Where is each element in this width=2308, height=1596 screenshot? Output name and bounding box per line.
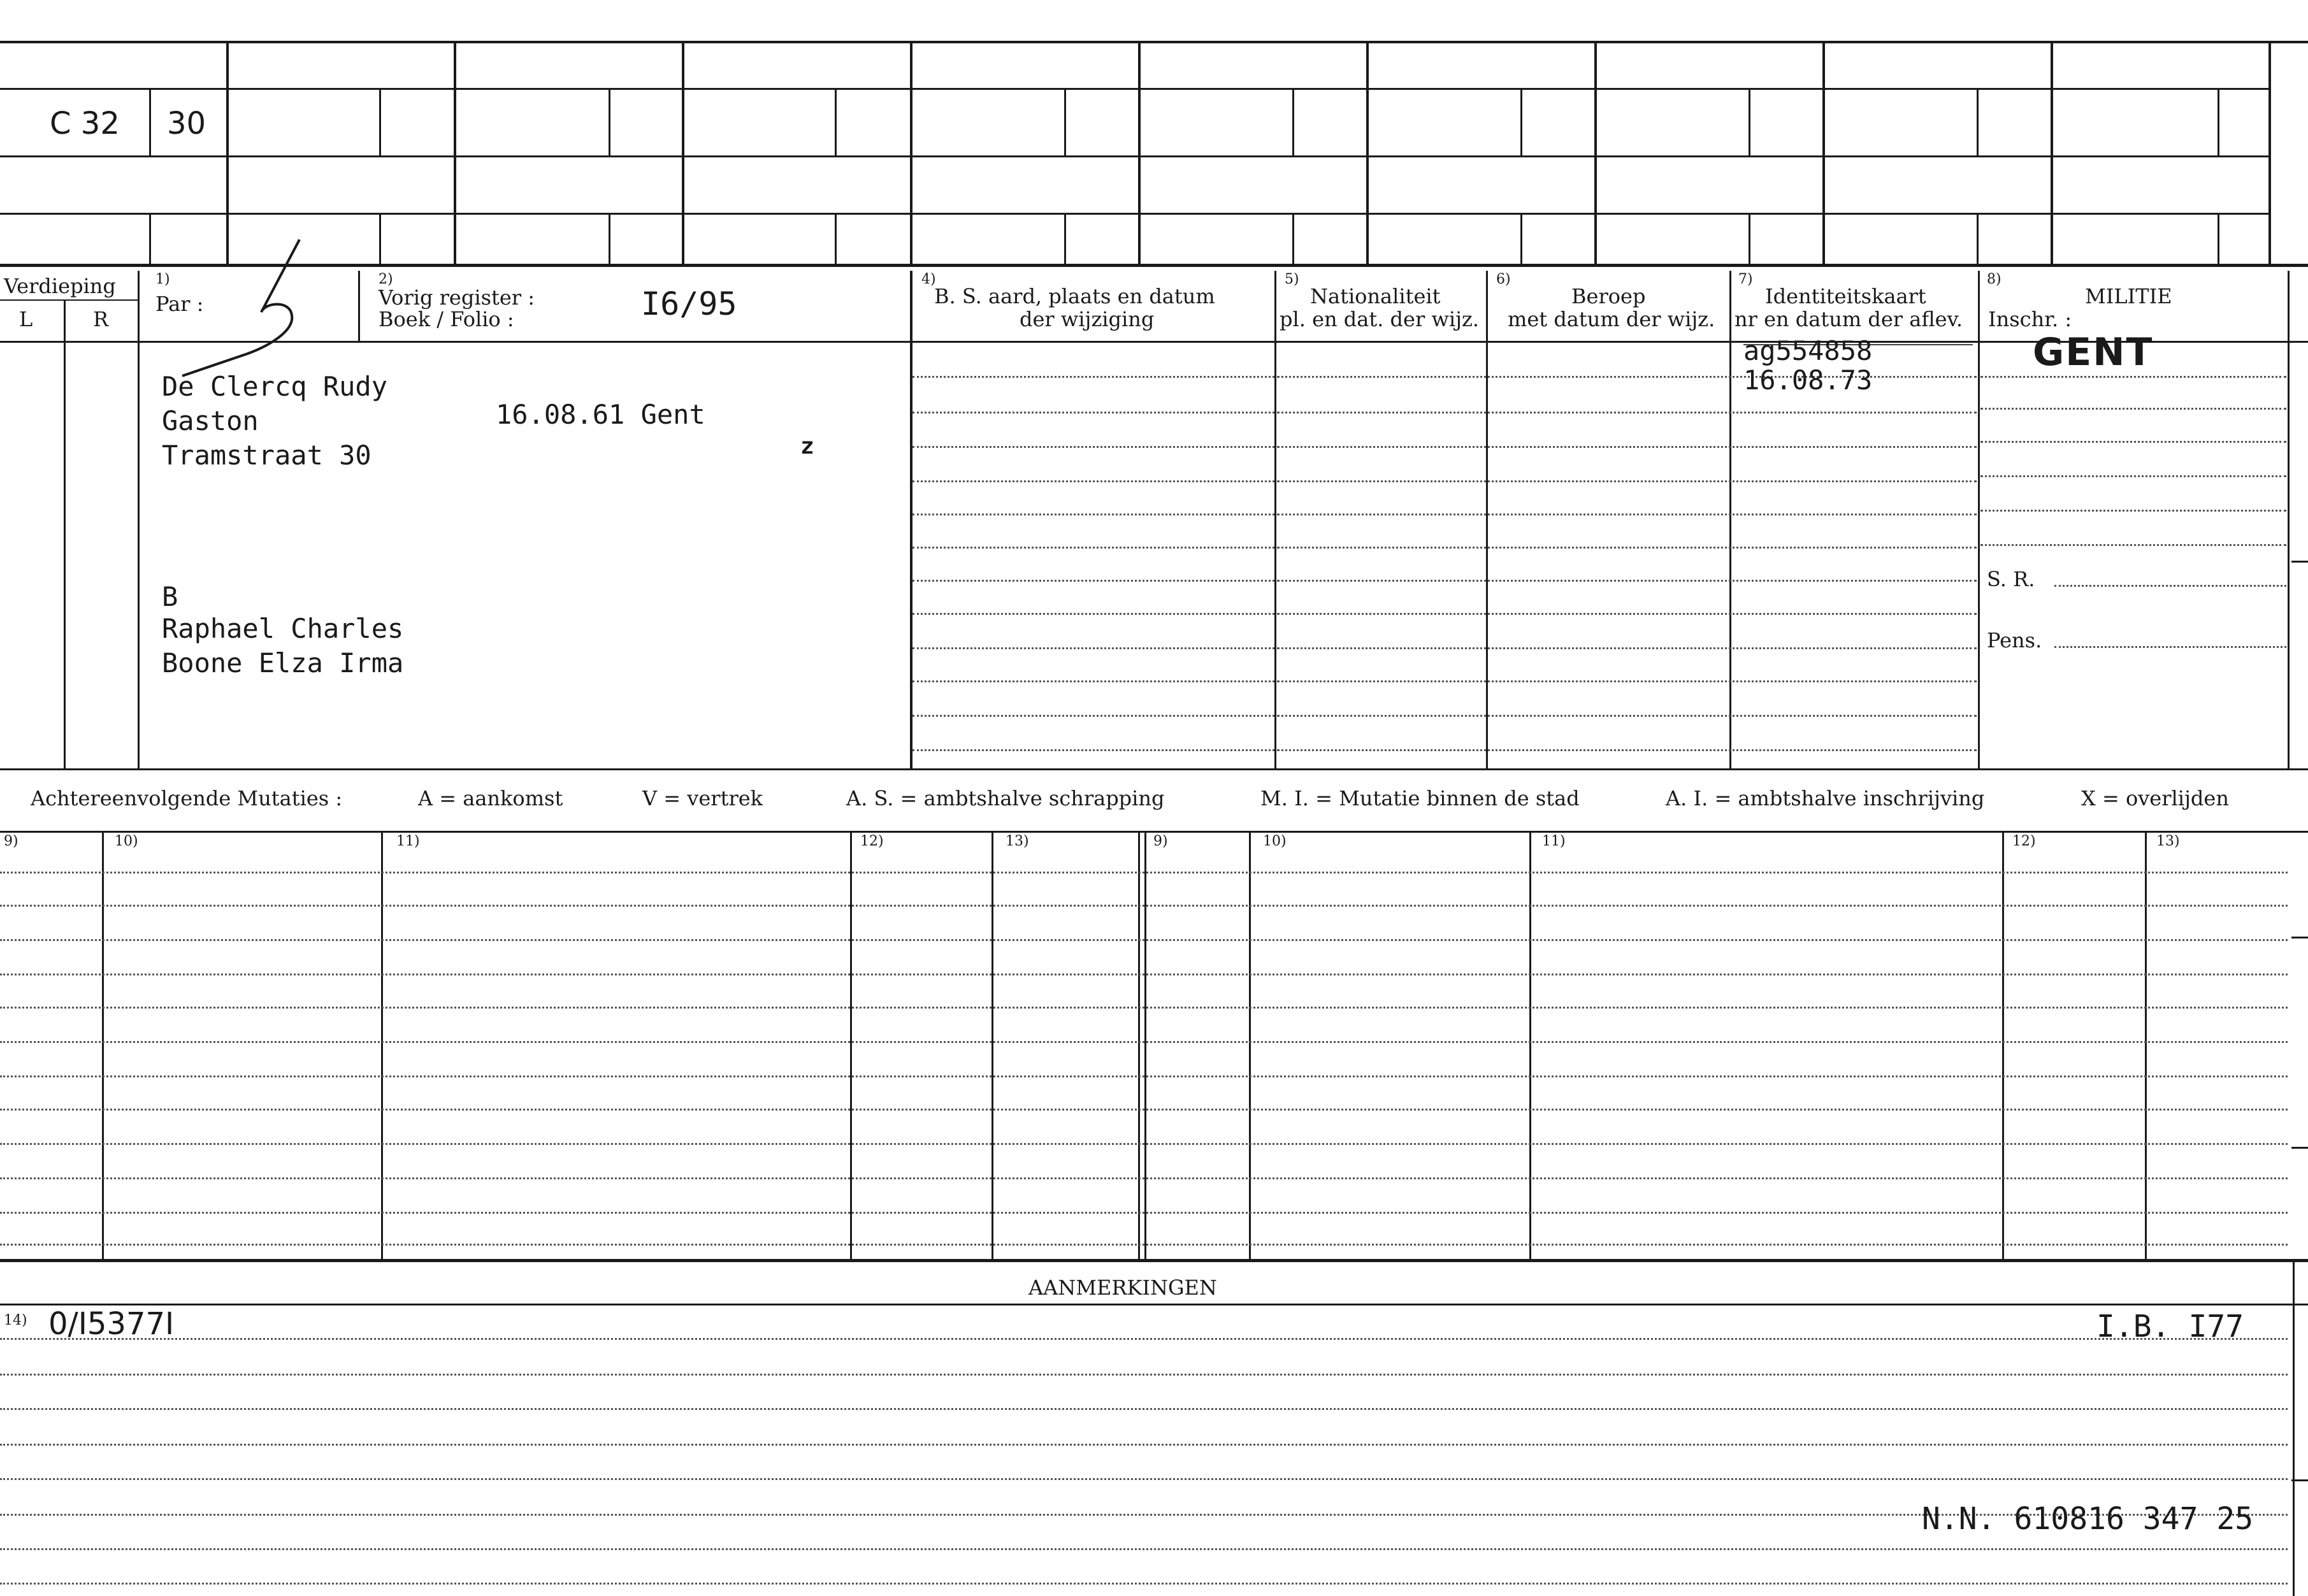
b-marker: B [162, 581, 178, 612]
rule [1822, 41, 1825, 265]
rule [835, 213, 837, 265]
rule [1138, 831, 1140, 1259]
rule [2218, 213, 2219, 265]
rule [381, 831, 383, 1259]
col-label-11: 11) [396, 833, 420, 849]
militie-label: MILITIE [2085, 284, 2172, 308]
rule [1486, 271, 1488, 768]
field-8-number: 8) [1987, 271, 2001, 287]
rule [0, 213, 2268, 215]
field-7-number: 7) [1738, 271, 1753, 287]
boek-folio-value: I6/95 [641, 285, 737, 322]
rule [454, 41, 456, 265]
rule [1064, 213, 1066, 265]
rule [2218, 88, 2219, 155]
nationaliteit-label: Nationaliteit [1310, 284, 1441, 308]
rule [2051, 41, 2053, 265]
beroep-label: Beroep [1571, 284, 1646, 308]
legend-ambtshalve-schrapping: A. S. = ambtshalve schrapping [846, 786, 1165, 810]
birth-date-place: 16.08.61 Gent [496, 399, 705, 430]
col-label-10b: 10) [1263, 833, 1287, 849]
col-label-11b: 11) [1542, 833, 1566, 849]
rule [992, 831, 993, 1259]
rule [1977, 88, 1979, 155]
sr-label: S. R. [1987, 567, 2035, 591]
rule [1520, 213, 1522, 265]
rule [149, 213, 151, 265]
rule [1292, 88, 1294, 155]
aanmerkingen-title: AANMERKINGEN [1028, 1276, 1217, 1300]
rule [1594, 41, 1597, 265]
ib-reference: I.B. I77 [2096, 1309, 2244, 1344]
father-name: Raphael Charles [162, 613, 404, 644]
nationaliteit-label-2: pl. en dat. der wijz. [1280, 307, 1480, 331]
rule [1064, 88, 1066, 155]
field-1-number: 1) [155, 271, 170, 287]
rule [850, 831, 852, 1259]
rule [0, 768, 2308, 770]
rule [379, 88, 381, 155]
rule [226, 41, 229, 265]
rule [1249, 831, 1251, 1259]
legend-overlijden: X = overlijden [2081, 786, 2229, 810]
mutaties-title: Achtereenvolgende Mutaties : [31, 786, 343, 810]
field-14-number: 14) [4, 1312, 27, 1328]
rule [138, 271, 140, 768]
pen-stroke-icon [178, 236, 344, 389]
rule [0, 341, 2308, 343]
rule [0, 1304, 2308, 1305]
rule [102, 831, 104, 1259]
person-address: Tramstraat 30 [162, 440, 371, 471]
rule [64, 299, 66, 768]
rule [149, 88, 151, 155]
rule [1366, 41, 1369, 265]
identiteitskaart-label-2: nr en datum der aflev. [1735, 307, 1963, 331]
gender-mark: z [800, 433, 814, 459]
rule [2291, 561, 2308, 563]
rule [1749, 88, 1750, 155]
bs-label-2: der wijziging [1020, 307, 1155, 331]
rule [609, 213, 610, 265]
rule [0, 264, 2308, 267]
rule [1292, 213, 1294, 265]
col-label-13: 13) [1006, 833, 1029, 849]
rule [1978, 271, 1980, 768]
rule [609, 88, 610, 155]
id-card-number: ag554858 [1743, 335, 1873, 366]
rule [2293, 1262, 2295, 1596]
col-l-label: L [19, 307, 33, 331]
rule [1729, 271, 1731, 768]
col-label-13b: 13) [2156, 833, 2180, 849]
rule [0, 41, 2308, 43]
col-label-9b: 9) [1153, 833, 1168, 849]
rule [1274, 271, 1276, 768]
col-r-label: R [93, 307, 109, 331]
rule [2291, 937, 2308, 938]
col-label-12: 12) [860, 833, 884, 849]
mother-name: Boone Elza Irma [162, 647, 404, 679]
rule [835, 88, 837, 155]
legend-ambtshalve-inschrijving: A. I. = ambtshalve inschrijving [1666, 786, 1985, 810]
building-code: C 32 [50, 106, 120, 141]
boek-folio-label: Boek / Folio : [379, 307, 514, 331]
rule [0, 299, 138, 301]
field-6-number: 6) [1496, 271, 1511, 287]
par-label: Par : [155, 292, 204, 316]
rule [0, 155, 2268, 157]
legend-aankomst: A = aankomst [418, 786, 563, 810]
militie-stamp: GENT [2033, 330, 2154, 375]
rule [2288, 271, 2290, 768]
rule [1144, 831, 1146, 1259]
verdieping-label: Verdieping [4, 274, 116, 298]
rule [682, 41, 684, 265]
rule [0, 1259, 2308, 1262]
rule [2291, 1147, 2308, 1149]
bs-label: B. S. aard, plaats en datum [934, 284, 1215, 308]
rule [1138, 41, 1141, 265]
person-given-name: Gaston [162, 405, 259, 436]
beroep-label-2: met datum der wijz. [1508, 307, 1715, 331]
rule [1520, 88, 1522, 155]
rule [2002, 831, 2004, 1259]
pens-label: Pens. [1987, 628, 2042, 652]
national-number: N.N. 610816 347 25 [1922, 1501, 2254, 1537]
rule [1749, 213, 1750, 265]
inschr-label: Inschr. : [1988, 307, 2072, 331]
rule [379, 213, 381, 265]
vorig-register-label: Vorig register : [379, 285, 535, 310]
col-label-12b: 12) [2012, 833, 2036, 849]
legend-vertrek: V = vertrek [642, 786, 763, 810]
building-number: 30 [167, 106, 206, 141]
rule [0, 831, 2308, 833]
rule [2268, 41, 2271, 265]
aanmerkingen-reference: 0/I5377I [48, 1306, 175, 1342]
rule [2145, 831, 2147, 1259]
rule [0, 88, 2268, 90]
col-label-10: 10) [115, 833, 138, 849]
field-4-number: 4) [921, 271, 936, 287]
field-2-number: 2) [379, 271, 393, 287]
id-card-date: 16.08.73 [1743, 364, 1873, 396]
legend-mutatie-stad: M. I. = Mutatie binnen de stad [1260, 786, 1580, 810]
rule [1977, 213, 1979, 265]
rule [1529, 831, 1531, 1259]
rule [910, 271, 912, 768]
person-name: De Clercq Rudy [162, 371, 388, 402]
col-label-9: 9) [4, 833, 18, 849]
identiteitskaart-label: Identiteitskaart [1765, 284, 1926, 308]
rule [358, 271, 360, 342]
rule [910, 41, 912, 265]
field-5-number: 5) [1285, 271, 1299, 287]
